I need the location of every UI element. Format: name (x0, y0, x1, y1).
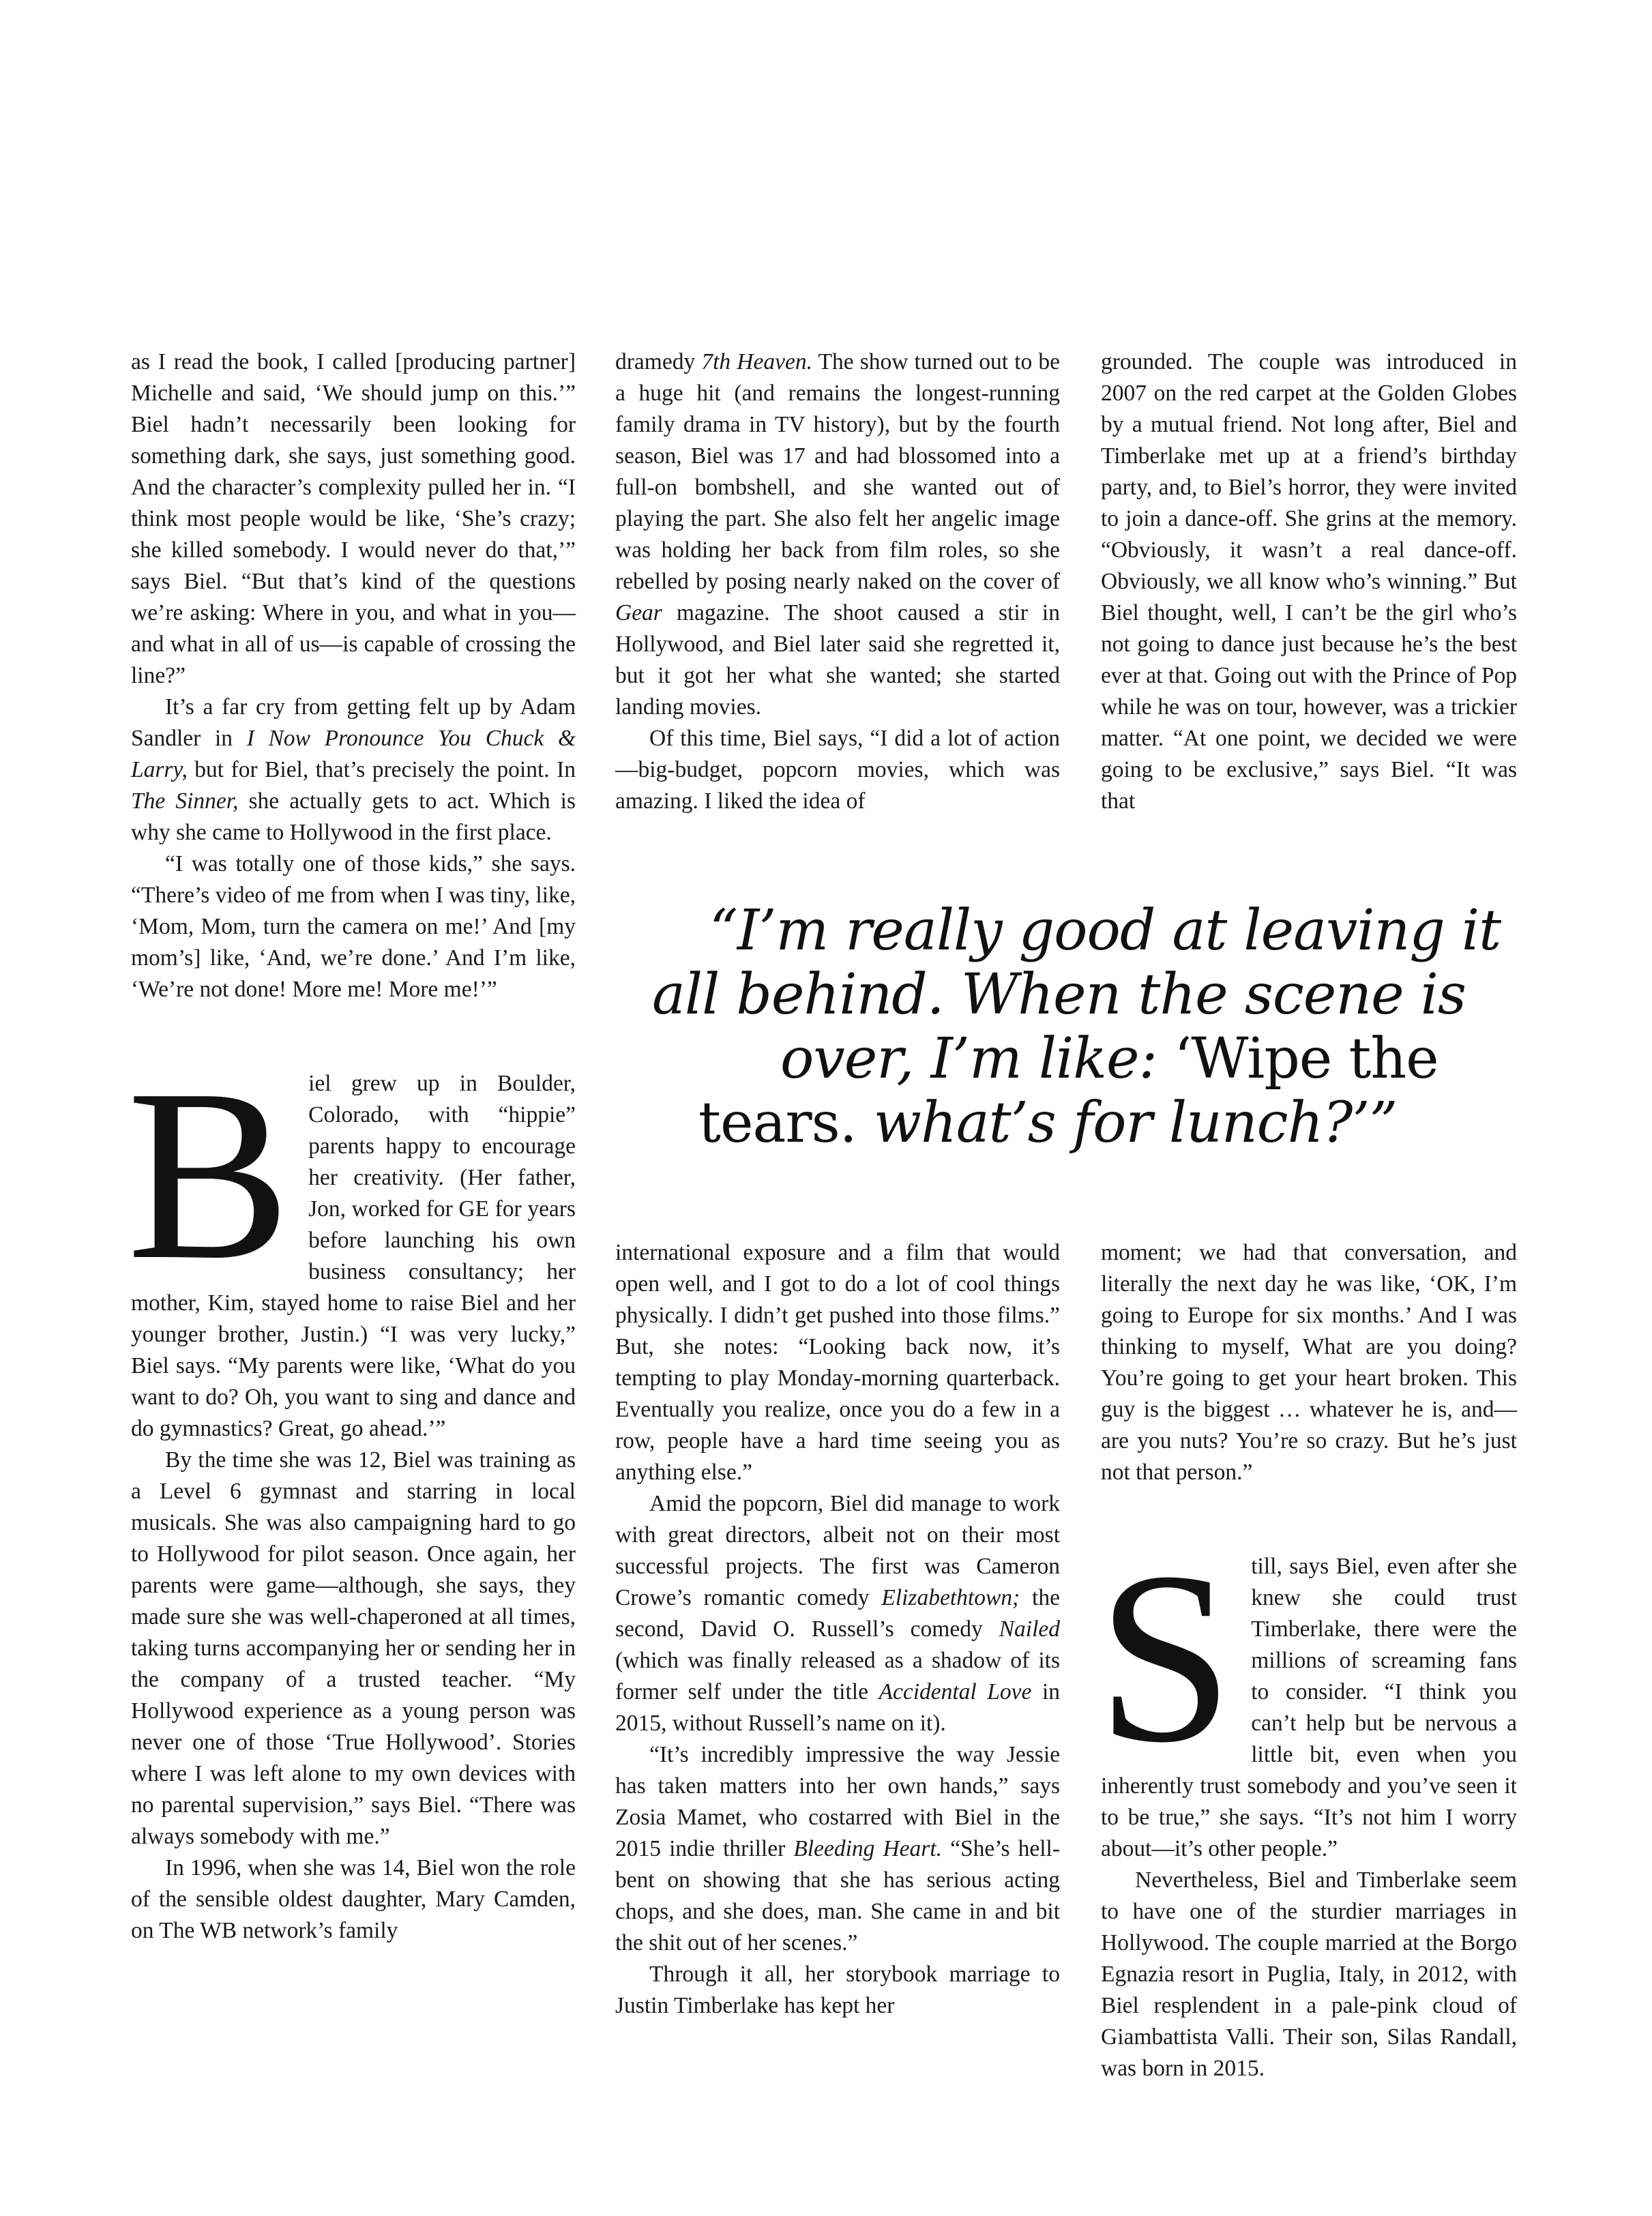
paragraph: “I was totally one of those kids,” she says. “There’s video of me from when I was tiny, like, ‘Mom, Mom, turn the camera on me!’ And [my mom’s] like, ‘And, we’re done.’ And I’m like, ‘We’re not done! More me! More me!’” (131, 851, 576, 1002)
film-title: I Now Pronounce You Chuck & Larry, (131, 726, 576, 782)
paragraph: dramedy 7th Heaven. The show turned out to be a huge hit (and remains the longest-running family drama in TV history), but by the fourth season, Biel was 17 and had blossomed into a full-on bombshell, and she wanted out of playing the part. She also felt her angelic image was holding her back from film roles, so she rebelled by posing nearly naked on the cover of Gear magazine. The shoot caused a stir in Hollywood, and Biel later said she regretted it, but it got her what she wanted; she started landing movies. (615, 349, 1061, 720)
paragraph: Through it all, her storybook marriage to Justin Timberlake has kept her (615, 1962, 1060, 2018)
pull-quote-line: over, I’m like: ‘Wipe the (780, 1026, 1439, 1091)
column-3-bottom (1097, 1237, 1517, 2084)
show-title: 7th Heaven. (701, 349, 812, 374)
pull-quote-line: tears. what’s for lunch?’” (698, 1091, 1398, 1155)
drop-cap: B (127, 1038, 291, 1310)
show-title: The Sinner, (131, 788, 239, 814)
pull-quote (614, 899, 1555, 1155)
paragraph: By the time she was 12, Biel was training as a Level 6 gymnast and starring in local musicals. She was also campaigning hard to go to Hollywood for pilot season. Once again, her parents were game—although, she says, they made sure she was well-chaperoned at all times, taking turns accompanying her or sending her in the company of a trusted teacher. “My Hollywood experience as a young person was never one of those ‘True Hollywood’. Stories where I was left alone to my own devices with no parental supervision,” says Biel. “There was always somebody with me.” (131, 1447, 576, 1849)
drop-cap: S (1097, 1521, 1234, 1793)
paragraph: Nevertheless, Biel and Timberlake seem to have one of the sturdier marriages in Hollywood. The couple married at the Borgo Egnazia resort in Puglia, Italy, in 2012, with Biel resplendent in a pale-pink cloud of Giambattista Valli. Their son, Silas Randall, was born in 2015. (1101, 1867, 1517, 2081)
magazine-title: Gear (615, 600, 662, 625)
paragraph: Amid the popcorn, Biel did manage to work with great directors, albeit not on their most successful projects. The first was Cameron Crowe’s romantic comedy Elizabethtown; the second, David O. Russell’s comedy Nailed (which was finally released as a shadow of its former self under the title Accidental Love in 2015, without Russell’s name on it). (615, 1491, 1060, 1736)
column-1-top (127, 346, 576, 1947)
paragraph-with-dropcap: Biel grew up in Boulder, Colorado, with “hippie” parents happy to encourage her creativity. (Her father, Jon, worked for GE for years before launching his own business consultancy; her mother, Kim, stayed home to raise Biel and her younger brother, Justin.) “I was very lucky,” Biel says. “My parents were like, ‘What do you want to do? Oh, you want to sing and dance and do gymnastics? Great, go ahead.’” (127, 1038, 576, 1441)
paragraph: “It’s incredibly impressive the way Jessie has taken matters into her own hands,” says Zosia Mamet, who costarred with Biel in the 2015 indie thriller Bleeding Heart. “She’s hell-bent on showing that she has serious acting chops, and she does, man. She came in and bit the shit out of her scenes.” (615, 1742, 1060, 1955)
column-2-bottom (615, 1237, 1060, 2022)
paragraph: It’s a far cry from getting felt up by Adam Sandler in I Now Pronounce You Chuck & Larry, but for Biel, that’s precisely the point. In The Sinner, she actually gets to act. Which is why she came to Hollywood in the first place. (131, 694, 576, 845)
pull-quote-line: “I’m really good at leaving it (709, 898, 1501, 963)
paragraph: grounded. The couple was introduced in 2007 on the red carpet at the Golden Globes by a mutual friend. Not long after, Biel and Timberlake met up at a friend’s birthday party, and, to Biel’s horror, they were invited to join a dance-off. She grins at the memory. “Obviously, it wasn’t a real dance-off. Obviously, we all know who’s winning.” But Biel thought, well, I can’t be the girl who’s not going to dance just because he’s the best ever at that. Going out with the Prince of Pop while he was on tour, however, was a trickier matter. “At one point, we decided we were going to be exclusive,” says Biel. “It was that (1101, 349, 1517, 814)
paragraph-with-dropcap: Still, says Biel, even after she knew she could trust Timberlake, there were the millions of screaming fans to consider. “I think you can’t help but be nervous a little bit, even when you inherently trust somebody and you’ve seen it to be true,” she says. “It’s not him I worry about—it’s other people.” (1097, 1521, 1517, 1861)
paragraph: as I read the book, I called [producing partner] Michelle and said, ‘We should jump on this.’” Biel hadn’t necessarily been looking for something dark, she says, just something good. And the character’s complexity pulled her in. “I think most people would be like, ‘She’s crazy; she killed somebody. I would never do that,’” says Biel. “But that’s kind of the questions we’re asking: Where in you, and what in you—and what in all of us—is capable of crossing the line?” (131, 349, 576, 688)
paragraph: In 1996, when she was 14, Biel won the role of the sensible oldest daughter, Mary Camden, on The WB network’s family (131, 1855, 576, 1943)
column-2-top (615, 346, 1060, 817)
paragraph: Of this time, Biel says, “I did a lot of action—big-budget, popcorn movies, which was amazing. I liked the idea of (615, 726, 1060, 814)
paragraph: moment; we had that conversation, and literally the next day he was like, ‘OK, I’m going to Europe for six months.’ And I was thinking to myself, What are you doing? You’re going to get your heart broken. This guy is the biggest … whatever he is, and—are you nuts? You’re so crazy. But he’s just not that person.” (1101, 1240, 1517, 1485)
pull-quote-line: all behind. When the scene is (652, 962, 1466, 1027)
paragraph: international exposure and a film that would open well, and I got to do a lot of cool things physically. I didn’t get pushed into those films.” But, she notes: “Looking back now, it’s tempting to play Monday-morning quarterback. Eventually you realize, once you do a few in a row, people have a hard time seeing you as anything else.” (615, 1240, 1060, 1485)
column-3-top (1101, 346, 1517, 817)
